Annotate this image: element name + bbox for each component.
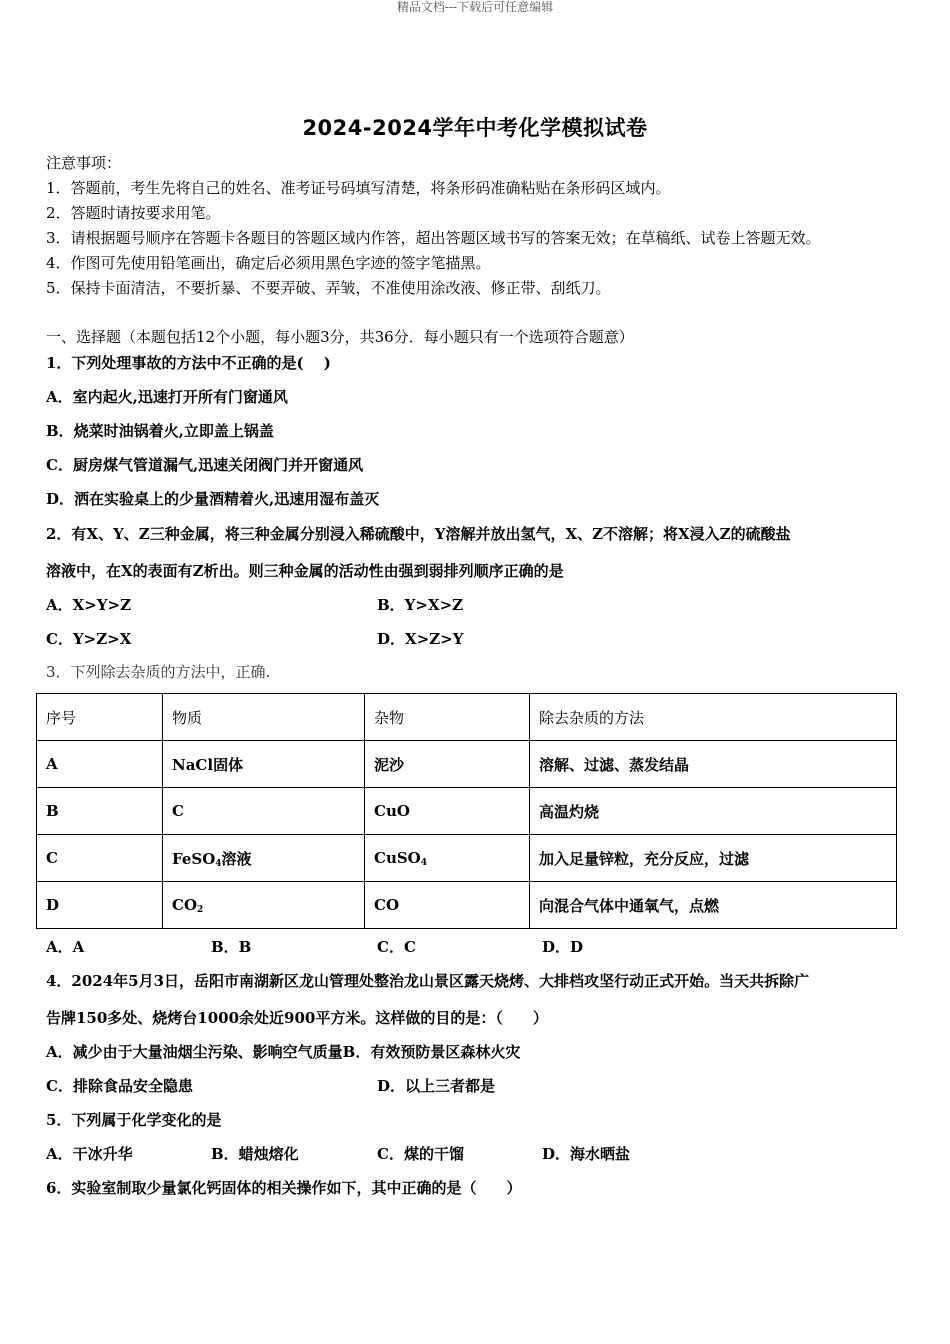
table-cell-substance: NaCl固体 xyxy=(163,741,365,788)
question-2-option-a: A．X>Y>Z xyxy=(46,596,132,614)
table-cell-impurity: CuSO$_4$ xyxy=(365,835,530,882)
impurity-table xyxy=(36,693,897,929)
table-cell-substance: C xyxy=(163,788,365,835)
question-5-option-c: C．煤的干馏 xyxy=(377,1145,464,1163)
table-row xyxy=(37,788,897,835)
section-heading: 一、选择题（本题包括12个小题，每小题3分，共36分．每小题只有一个选项符合题意） xyxy=(46,328,634,346)
question-2-option-b: B．Y>X>Z xyxy=(377,596,464,614)
question-4-option-c: C．排除食品安全隐患 xyxy=(46,1077,193,1095)
question-2-stem-cont: 溶液中，在X的表面有Z析出。则三种金属的活动性由强到弱排列顺序正确的是 xyxy=(46,562,564,580)
table-cell-substance: $CO_2$ xyxy=(163,882,365,929)
table-cell-substance: FeSO$_4$溶液 xyxy=(163,835,365,882)
table-cell-id: A xyxy=(37,741,163,788)
question-5-option-d: D．海水晒盐 xyxy=(542,1145,631,1163)
question-1-option-b: B．烧菜时油锅着火,立即盖上锅盖 xyxy=(46,422,274,440)
notice-item: 2．答题时请按要求用笔。 xyxy=(46,204,221,222)
table-cell-id: D xyxy=(37,882,163,929)
notice-item: 4．作图可先使用铅笔画出，确定后必须用黑色字迹的签字笔描黑。 xyxy=(46,254,491,272)
question-4-stem-cont: 告牌150多处、烧烤台1000余处近900平方米。这样做的目的是：（ ） xyxy=(46,1009,548,1027)
question-6-stem: 6．实验室制取少量氯化钙固体的相关操作如下，其中正确的是（ ） xyxy=(46,1179,522,1197)
table-cell-method: 溶解、过滤、蒸发结晶 xyxy=(530,741,897,788)
question-2-stem: 2．有X、Y、Z三种金属，将三种金属分别浸入稀硫酸中，Y溶解并放出氢气，X、Z不溶解；将X浸入Z的硫酸盐 xyxy=(46,525,791,543)
question-3-option-a: A．A xyxy=(46,938,85,956)
page-title: 2024-2024学年中考化学模拟试卷 xyxy=(302,116,648,140)
question-4-stem: 4．2024年5月3日，岳阳市南湖新区龙山管理处整治龙山景区露天烧烤、大排档攻坚行动正式开始。当天共拆除广 xyxy=(46,972,810,990)
question-4-option-ab: A．减少由于大量油烟尘污染、影响空气质量B．有效预防景区森林火灾 xyxy=(46,1043,521,1061)
question-3-option-c: C．C xyxy=(377,938,416,956)
question-2-option-d: D．X>Z>Y xyxy=(377,630,464,648)
question-1-option-d: D．洒在实验桌上的少量酒精着火,迅速用湿布盖灭 xyxy=(46,490,380,508)
table-cell-method: 加入足量锌粒，充分反应，过滤 xyxy=(530,835,897,882)
table-cell-impurity: 泥沙 xyxy=(365,741,530,788)
table-cell-impurity: CO xyxy=(365,882,530,929)
question-3-option-d: D．D xyxy=(542,938,584,956)
notice-item: 3．请根据题号顺序在答题卡各题目的答题区域内作答，超出答题区域书写的答案无效；在草稿纸、试卷上答题无效。 xyxy=(46,229,821,247)
table-cell-id: C xyxy=(37,835,163,882)
table-header-cell: 序号 xyxy=(37,694,163,741)
table-cell-id: B xyxy=(37,788,163,835)
question-1-option-a: A．室内起火,迅速打开所有门窗通风 xyxy=(46,388,288,406)
notice-item: 1．答题前，考生先将自己的姓名、准考证号码填写清楚，将条形码准确粘贴在条形码区域内。 xyxy=(46,179,671,197)
question-3-option-b: B．B xyxy=(211,938,252,956)
notice-item: 5．保持卡面清洁，不要折暴、不要弄破、弄皱，不准使用涂改液、修正带、刮纸刀。 xyxy=(46,279,611,297)
question-5-stem: 5．下列属于化学变化的是 xyxy=(46,1111,222,1129)
table-header-row xyxy=(37,694,897,741)
table-cell-impurity: CuO xyxy=(365,788,530,835)
notice-heading: 注意事项： xyxy=(46,154,122,172)
table-row xyxy=(37,835,897,882)
table-cell-method: 向混合气体中通氧气，点燃 xyxy=(530,882,897,929)
question-1-option-c: C．厨房煤气管道漏气,迅速关闭阀门并开窗通风 xyxy=(46,456,364,474)
table-header-cell: 杂物 xyxy=(365,694,530,741)
table-row xyxy=(37,741,897,788)
question-3-stem: 3．下列除去杂质的方法中，正确. xyxy=(46,663,271,681)
question-4-option-d: D．以上三者都是 xyxy=(377,1077,496,1095)
question-5-option-a: A．干冰升华 xyxy=(46,1145,133,1163)
table-cell-method: 高温灼烧 xyxy=(530,788,897,835)
header-note: 精品文档---下载后可任意编辑 xyxy=(396,0,554,14)
table-header-cell: 除去杂质的方法 xyxy=(530,694,897,741)
table-row xyxy=(37,882,897,929)
question-5-option-b: B．蜡烛熔化 xyxy=(211,1145,299,1163)
question-1-stem: 1．下列处理事故的方法中不正确的是( ) xyxy=(46,354,331,372)
table-header-cell: 物质 xyxy=(163,694,365,741)
question-2-option-c: C．Y>Z>X xyxy=(46,630,132,648)
